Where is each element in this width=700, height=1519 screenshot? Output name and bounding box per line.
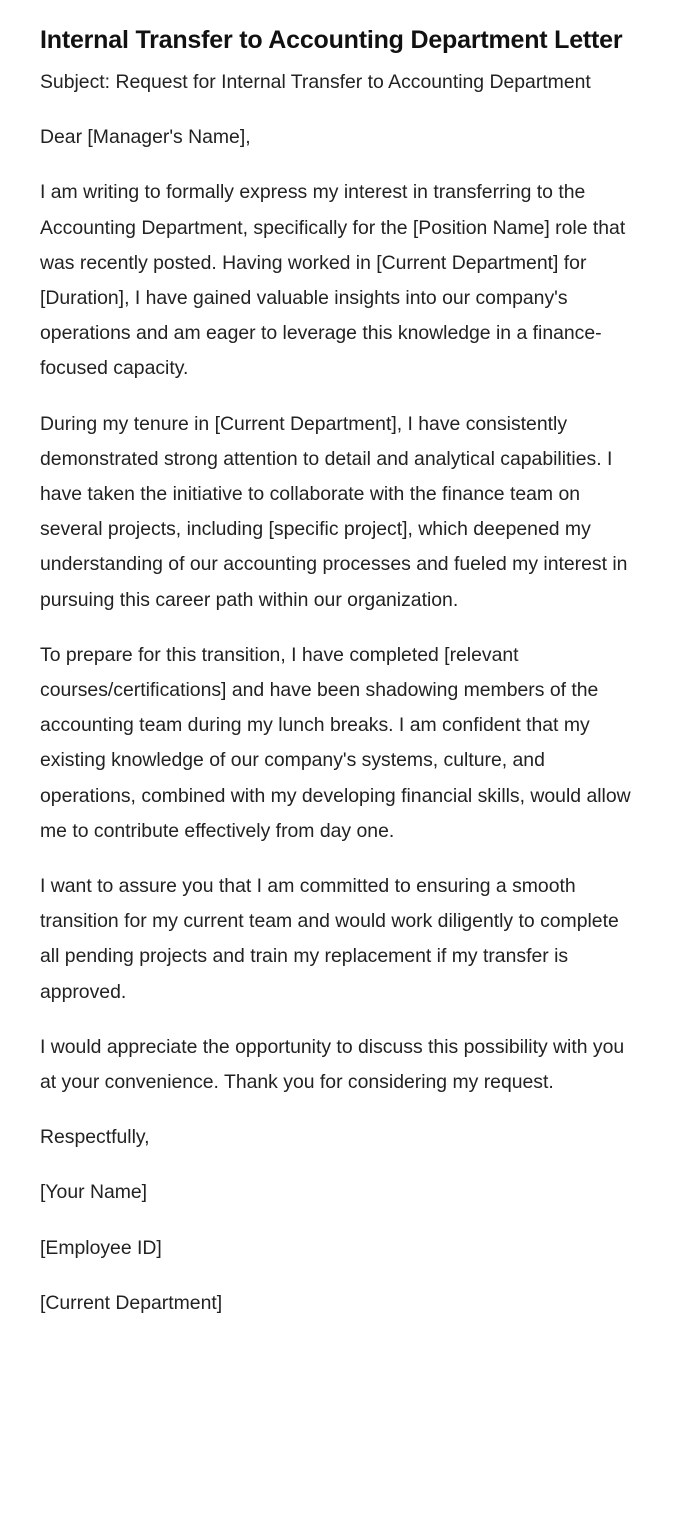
letter-paragraph-3: To prepare for this transition, I have completed [relevant courses/certifications] and have been shadowing members of the accounting team during my lunch breaks. I am confident that my existing knowledge of our company's systems, culture, and operations, combined with my developing financial skills, would allow me to contribute effectively from day one.: [40, 643, 631, 842]
letter-closing: Respectfully,: [40, 1126, 150, 1149]
letter-salutation: Dear [Manager's Name],: [40, 126, 251, 149]
letter-paragraph-1: I am writing to formally express my interest in transferring to the Accounting Department, specifically for the [Position Name] role that was recently posted. Having worked in [Current Department] for [Duration], I have gained valuable insights into our company's operations and am eager to leverage this knowledge in a finance-focused capacity.: [40, 181, 626, 380]
letter-paragraph-2: During my tenure in [Current Department], I have consistently demonstrated strong attention to detail and analytical capabilities. I have taken the initiative to collaborate with the finance team on several projects, including [specific project], which deepened my understanding of our accounting processes and fueled my interest in pursuing this career path within our organization.: [40, 412, 628, 611]
signature-department: [Current Department]: [40, 1291, 223, 1314]
letter-title: Internal Transfer to Accounting Department Letter: [40, 26, 623, 54]
letter-subject: Subject: Request for Internal Transfer to Accounting Department: [40, 71, 591, 93]
letter-paragraph-5: I would appreciate the opportunity to discuss this possibility with you at your convenience. Thank you for considering my request.: [40, 1035, 625, 1094]
letter-paragraph-4: I want to assure you that I am committed to ensuring a smooth transition for my current team and would work diligently to complete all pending projects and train my replacement if my transfer is approved.: [40, 875, 619, 1003]
letter-document: [40, 18, 642, 1321]
signature-employee-id: [Employee ID]: [40, 1236, 162, 1259]
signature-name: [Your Name]: [40, 1181, 148, 1204]
